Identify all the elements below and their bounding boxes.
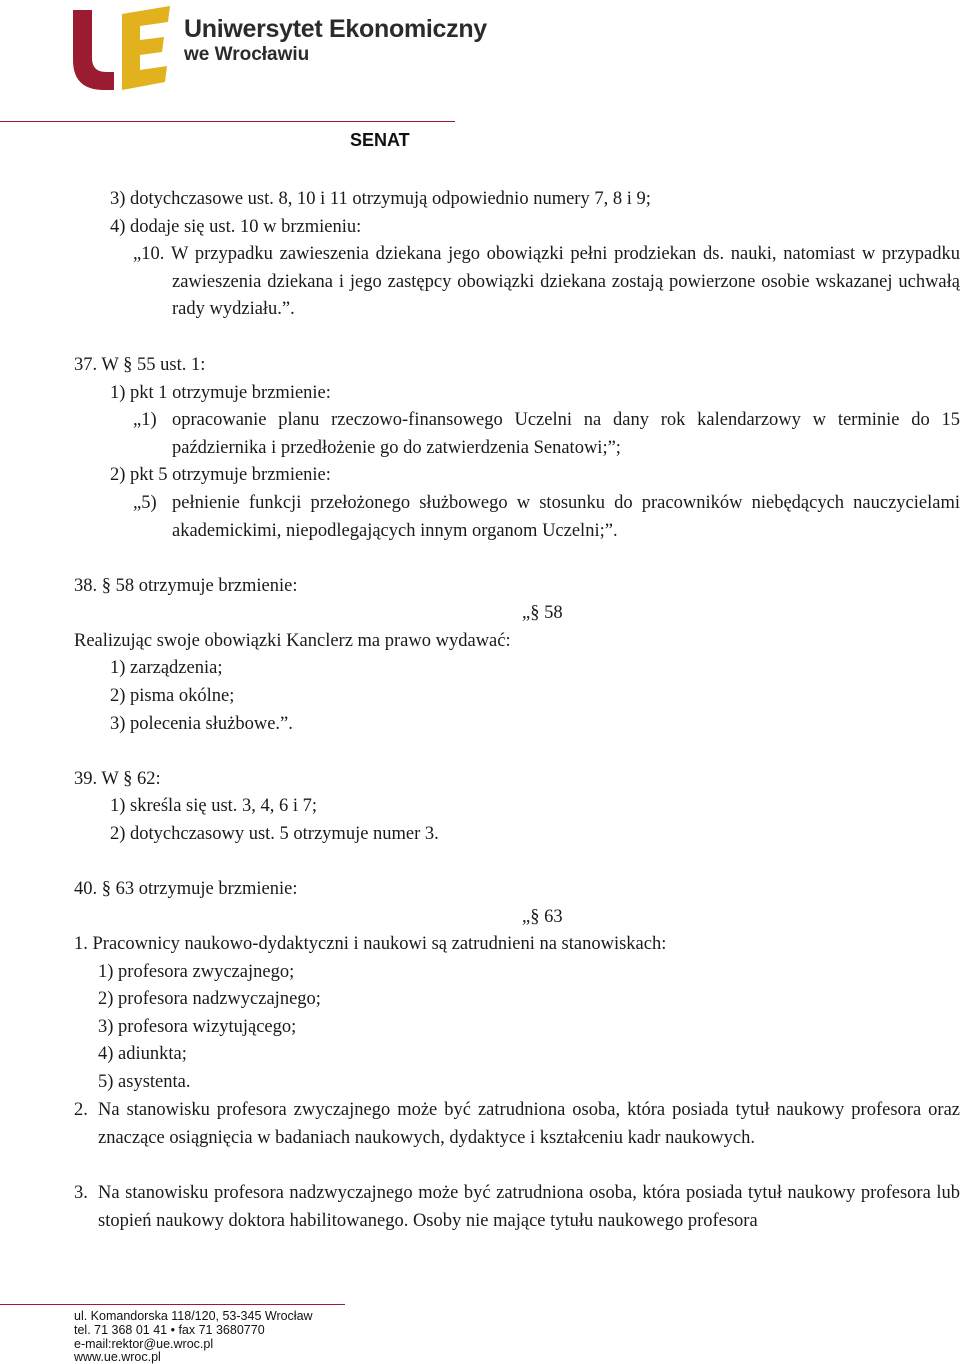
quote-marker-5: „5) xyxy=(133,493,157,513)
position-3: 3) profesora wizytującego; xyxy=(98,1017,297,1037)
section-63-para-3-number: 3. xyxy=(74,1183,88,1203)
section-58-intro: Realizując swoje obowiązki Kanclerz ma prawo wydawać: xyxy=(74,631,511,651)
section-63-para-1: 1. Pracownicy naukowo-dydaktyczni i naukowi są zatrudnieni na stanowiskach: xyxy=(74,934,667,954)
item-40-heading: 40. § 63 otrzymuje brzmienie: xyxy=(74,879,298,899)
university-name: Uniwersytet Ekonomiczny xyxy=(184,15,487,43)
footer-divider xyxy=(0,1304,345,1305)
ue-logo-mark xyxy=(70,6,180,92)
university-logo xyxy=(70,6,180,92)
item-39-heading: 39. W § 62: xyxy=(74,769,161,789)
section-63-title: „§ 63 xyxy=(522,907,563,927)
position-2: 2) profesora nadzwyczajnego; xyxy=(98,989,321,1009)
university-city: we Wrocławiu xyxy=(184,44,310,65)
amendment-line-4: 4) dodaje się ust. 10 w brzmieniu: xyxy=(110,217,362,237)
footer-email: e-mail:rektor@ue.wroc.pl xyxy=(74,1337,214,1351)
position-5: 5) asystenta. xyxy=(98,1072,191,1092)
amendment-line-3: 3) dotychczasowe ust. 8, 10 i 11 otrzymują odpowiednio numery 7, 8 i 9; xyxy=(110,189,651,209)
position-1: 1) profesora zwyczajnego; xyxy=(98,962,295,982)
item-37-heading: 37. W § 55 ust. 1: xyxy=(74,355,206,375)
quote-marker-1: „1) xyxy=(133,410,157,430)
header-divider xyxy=(0,121,455,122)
item-39-point-2: 2) dotychczasowy ust. 5 otrzymuje numer 3. xyxy=(110,824,439,844)
paragraph-10-text: W przypadku zawieszenia dziekana jego obowiązki pełni prodziekan ds. nauki, natomiast w przypadku zawieszenia dziekana i jego zastępcy obowiązki dziekana zostają powierzone osobie wskazanej uchwałą rady wydziału.”. xyxy=(171,244,960,319)
item-37-point-1: 1) pkt 1 otrzymuje brzmienie: xyxy=(110,383,331,403)
position-4: 4) adiunkta; xyxy=(98,1044,187,1064)
quote-marker-10: „10. xyxy=(133,244,165,264)
footer-website: www.ue.wroc.pl xyxy=(74,1350,161,1364)
item-37-point-2: 2) pkt 5 otrzymuje brzmienie: xyxy=(110,465,331,485)
section-58-item-1: 1) zarządzenia; xyxy=(110,658,223,678)
item-38-heading: 38. § 58 otrzymuje brzmienie: xyxy=(74,576,298,596)
item-39-point-1: 1) skreśla się ust. 3, 4, 6 i 7; xyxy=(110,796,318,816)
point-1-text: opracowanie planu rzeczowo-finansowego Uczelni na dany rok kalendarzowy w terminie do 15 października i przedłożenie go do zatwierdzenia Senatowi;”; xyxy=(172,410,960,458)
footer-phone: tel. 71 368 01 41 • fax 71 3680770 xyxy=(74,1323,265,1337)
point-5-text: pełnienie funkcji przełożonego służbowego w stosunku do pracowników niebędących nauczycielami akademickimi, niepodlegających innym organom Uczelni;”. xyxy=(172,493,960,541)
footer-address: ul. Komandorska 118/120, 53-345 Wrocław xyxy=(74,1309,313,1323)
section-58-item-3: 3) polecenia służbowe.”. xyxy=(110,714,293,734)
section-63-para-2-number: 2. xyxy=(74,1100,88,1120)
section-63-para-3-text: Na stanowisku profesora nadzwyczajnego może być zatrudniona osoba, która posiada tytuł naukowy profesora lub stopień naukowy doktora habilitowanego. Osoby nie mające tytułu naukowego profesora xyxy=(98,1183,960,1231)
section-58-title: „§ 58 xyxy=(522,603,563,623)
section-63-para-2-text: Na stanowisku profesora zwyczajnego może być zatrudniona osoba, która posiada tytuł naukowy profesora oraz znaczące osiągnięcia w badaniach naukowych, dydaktyce i kształceniu kadr naukowych. xyxy=(98,1100,960,1148)
section-58-item-2: 2) pisma okólne; xyxy=(110,686,235,706)
section-title: SENAT xyxy=(350,130,410,150)
